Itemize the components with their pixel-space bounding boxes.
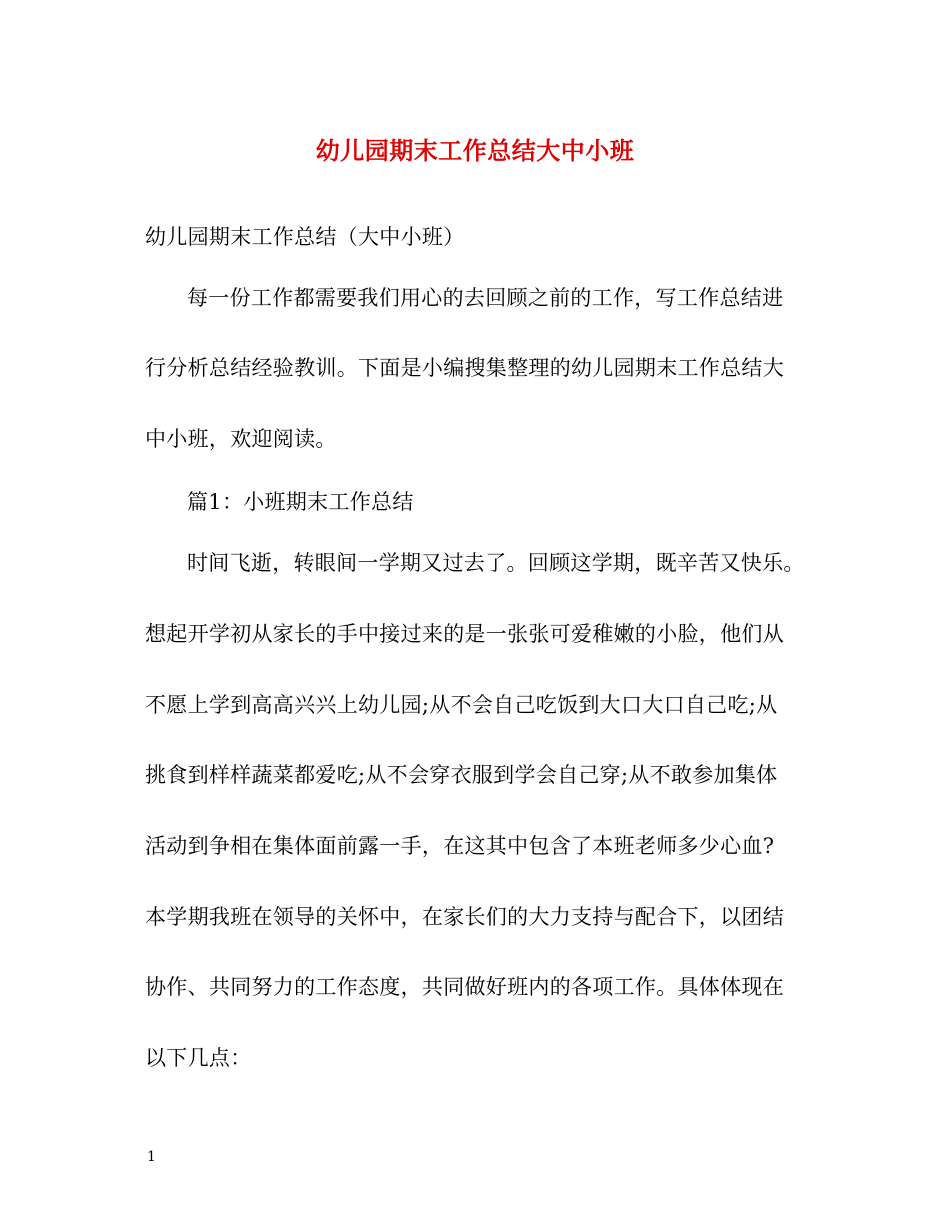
paragraph-line: 活动到争相在集体面前露一手，在这其中包含了本班老师多少心血? bbox=[145, 834, 775, 858]
paragraph-line: 本学期我班在领导的关怀中，在家长们的大力支持与配合下，以团结 bbox=[145, 905, 784, 929]
paragraph-line: 中小班，欢迎阅读。 bbox=[145, 427, 337, 451]
paragraph-line: 以下几点： bbox=[145, 1046, 252, 1070]
page-number: 1 bbox=[147, 1149, 156, 1165]
paragraph-line: 挑食到样样蔬菜都爱吃;从不会穿衣服到学会自己穿;从不敢参加集体 bbox=[145, 763, 778, 787]
paragraph-line: 行分析总结经验教训。下面是小编搜集整理的幼儿园期末工作总结大 bbox=[145, 356, 784, 380]
document-title: 幼儿园期末工作总结大中小班 bbox=[315, 136, 635, 165]
paragraph-line: 每一份工作都需要我们用心的去回顾之前的工作，写工作总结进 bbox=[187, 286, 784, 310]
paragraph-line: 想起开学初从家长的手中接过来的是一张张可爱稚嫩的小脸，他们从 bbox=[145, 622, 784, 646]
subtitle-line: 幼儿园期末工作总结（大中小班） bbox=[145, 225, 465, 249]
paragraph-line: 时间飞逝，转眼间一学期又过去了。回顾这学期，既辛苦又快乐。 bbox=[187, 551, 805, 575]
paragraph-line: 不愿上学到高高兴兴上幼儿园;从不会自己吃饭到大口大口自己吃;从 bbox=[145, 693, 778, 717]
section-heading: 篇1：小班期末工作总结 bbox=[187, 490, 414, 514]
paragraph-line: 协作、共同努力的工作态度，共同做好班内的各项工作。具体体现在 bbox=[145, 975, 784, 999]
